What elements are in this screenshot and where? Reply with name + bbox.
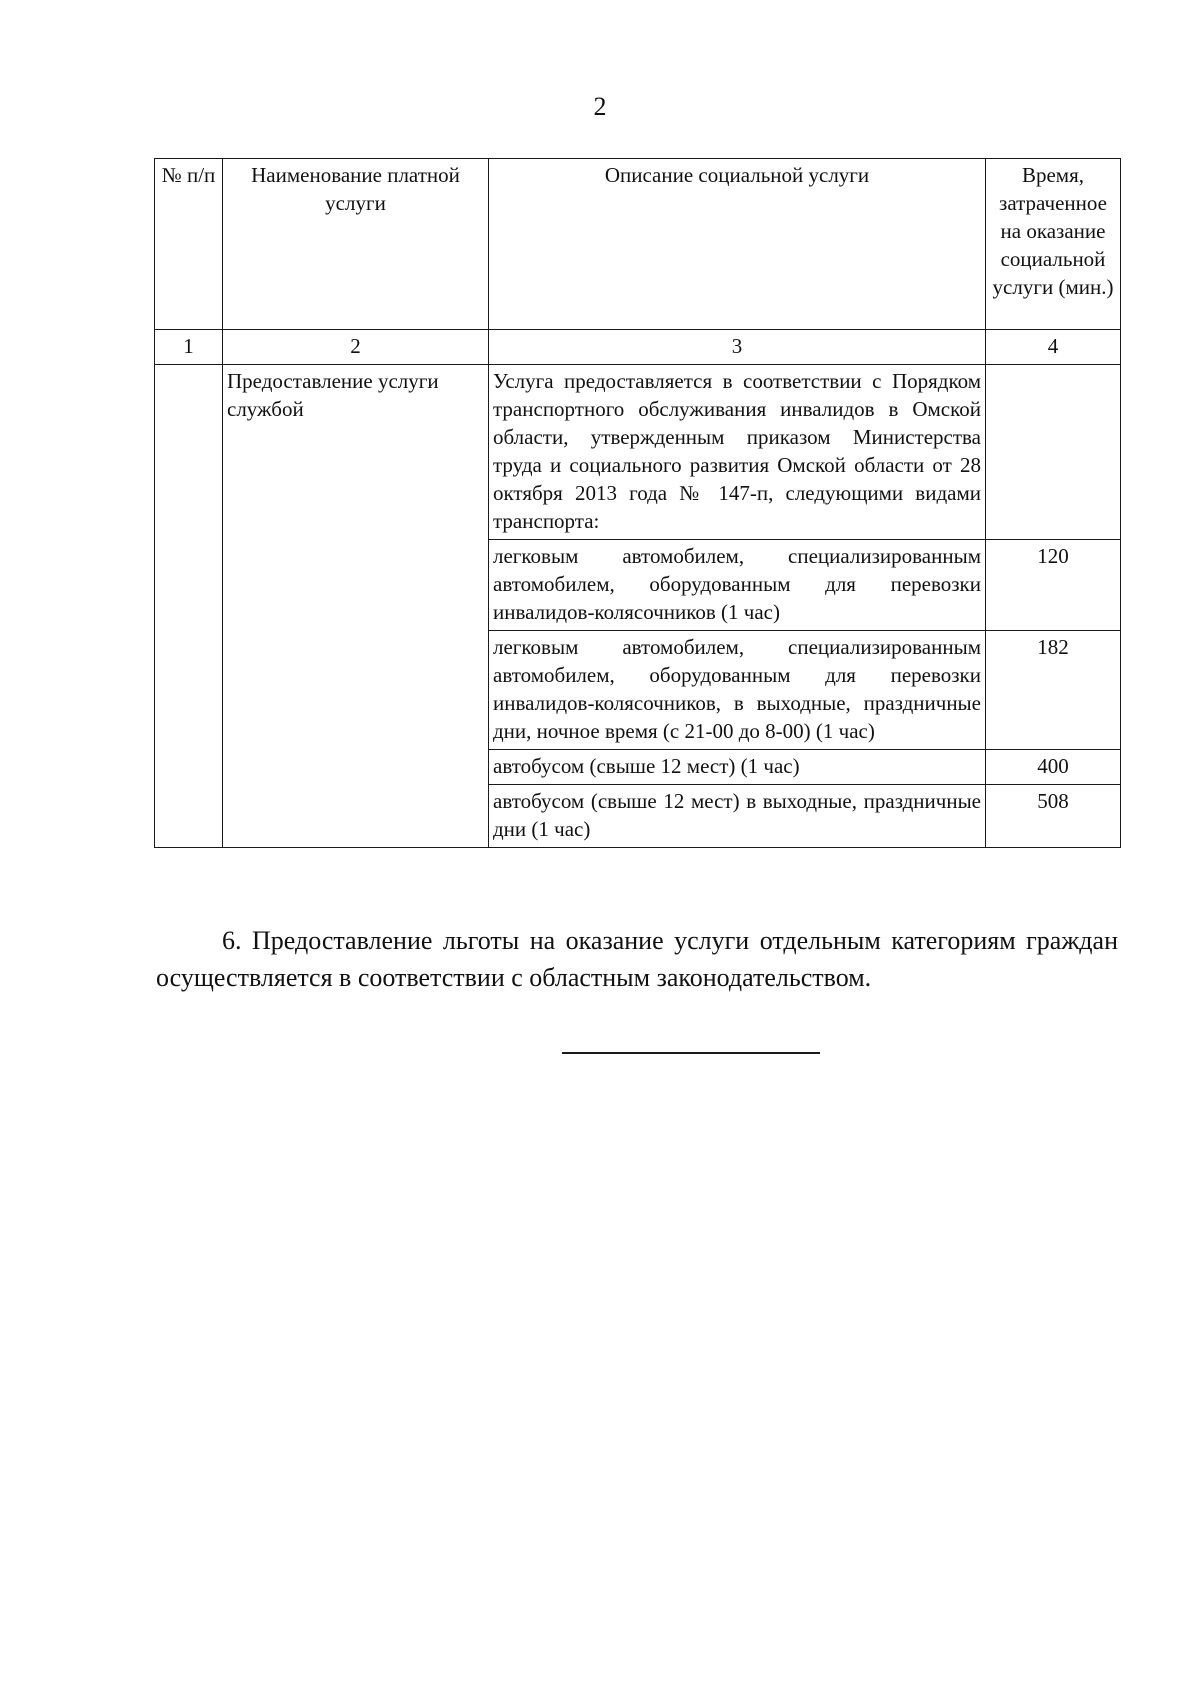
services-table	[154, 158, 1121, 848]
header-time: Время, затраченное на оказание социальной услуги (мин.)	[986, 159, 1121, 330]
column-number: 1	[155, 330, 223, 365]
table-row	[155, 365, 1121, 540]
time-cell: 508	[986, 785, 1121, 848]
header-service-name: Наименование платной услуги	[223, 159, 489, 330]
table-header-row	[155, 159, 1121, 330]
column-number: 3	[489, 330, 986, 365]
transport-description-cell: легковым автомобилем, специализированным автомобилем, оборудованным для перевозки инвалидов-колясочников (1 час)	[489, 540, 986, 631]
closing-rule	[562, 1052, 820, 1054]
transport-description-cell: автобусом (свыше 12 мест) (1 час)	[489, 750, 986, 785]
service-intro-time-cell	[986, 365, 1121, 540]
service-name-cell: Предоставление услуги службой	[223, 365, 489, 848]
time-cell: 182	[986, 631, 1121, 750]
transport-description-cell: легковым автомобилем, специализированным автомобилем, оборудованным для перевозки инвалидов-колясочников, в выходные, праздничные дни, ночное время (с 21-00 до 8-00) (1 час)	[489, 631, 986, 750]
benefits-paragraph: 6. Предоставление льготы на оказание услуги отдельным категориям граждан осуществляется в соответствии с областным законодательством.	[156, 926, 1118, 992]
service-num-cell	[155, 365, 223, 848]
header-num: № п/п	[155, 159, 223, 330]
column-number: 4	[986, 330, 1121, 365]
column-number-row	[155, 330, 1121, 365]
time-cell: 400	[986, 750, 1121, 785]
page-number: 2	[593, 92, 607, 121]
service-intro-cell: Услуга предоставляется в соответствии с Порядком транспортного обслуживания инвалидов в Омской области, утвержденным приказом Министерства труда и социального развития Омской области от 28 октября 2013 года № 147-п, следующими видами транспорта:	[489, 365, 986, 540]
column-number: 2	[223, 330, 489, 365]
transport-description-cell: автобусом (свыше 12 мест) в выходные, праздничные дни (1 час)	[489, 785, 986, 848]
header-description: Описание социальной услуги	[489, 159, 986, 330]
time-cell: 120	[986, 540, 1121, 631]
